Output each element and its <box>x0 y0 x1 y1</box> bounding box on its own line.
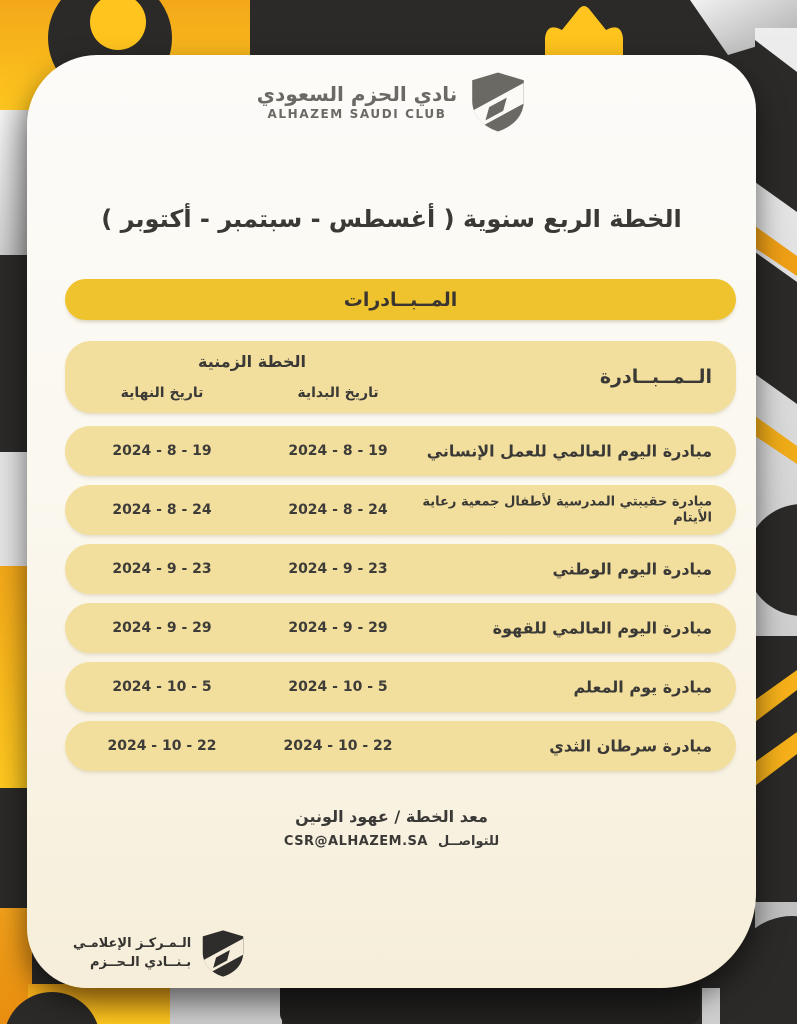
media-center-name-line1: الـمـركـز الإعلامـي <box>73 936 192 952</box>
table-row <box>65 544 736 594</box>
poster-card <box>27 55 756 988</box>
column-timeline-header: الخطة الزمنية <box>198 352 306 371</box>
prepared-by: معد الخطة / عهود الونين <box>295 807 488 826</box>
initiative-name: مبادرة اليوم العالمي للعمل الإنساني <box>426 441 712 461</box>
end-date: 29 - 9 - 2024 <box>112 620 212 636</box>
initiative-name: مبادرة حقيبتي المدرسية لأطفال جمعية رعاية الأيتام <box>422 494 712 525</box>
footer <box>27 807 756 849</box>
column-start-header: تاريخ البداية <box>297 385 379 401</box>
start-date: 23 - 9 - 2024 <box>288 561 388 577</box>
media-center-logo <box>73 929 245 978</box>
start-date: 22 - 10 - 2024 <box>283 738 393 754</box>
club-name-english: ALHAZEM SAUDI CLUB <box>267 106 447 121</box>
media-center-shield-icon <box>201 929 245 978</box>
initiatives-banner <box>65 279 736 320</box>
initiative-name: مبادرة اليوم الوطني <box>552 559 712 579</box>
contact-label: للتواصــل <box>437 834 500 849</box>
end-date: 23 - 9 - 2024 <box>112 561 212 577</box>
club-logo <box>27 55 756 133</box>
start-date: 29 - 9 - 2024 <box>288 620 388 636</box>
page-title: الخطة الربع سنوية ( أغسطس - سبتمبر - أكتوبر ) <box>101 205 682 233</box>
club-shield-icon <box>470 71 526 133</box>
initiatives-banner-label: المــبــادرات <box>343 288 458 311</box>
column-end-header: تاريخ النهاية <box>120 385 204 401</box>
column-initiative-header: الــمــبــادرة <box>599 366 712 388</box>
contact-email: CSR@ALHAZEM.SA <box>283 834 428 849</box>
table-row <box>65 485 736 535</box>
table-row <box>65 662 736 712</box>
initiative-name: مبادرة سرطان الثدي <box>549 736 712 756</box>
media-center-name-line2: بـنــادي الـحــزم <box>90 954 192 970</box>
end-date: 22 - 10 - 2024 <box>107 738 217 754</box>
media-center-name <box>73 935 191 971</box>
table-row <box>65 426 736 476</box>
end-date: 24 - 8 - 2024 <box>112 502 212 518</box>
table-row <box>65 603 736 653</box>
table-header <box>65 341 736 413</box>
start-date: 5 - 10 - 2024 <box>288 679 388 695</box>
table-row <box>65 721 736 771</box>
initiative-name: مبادرة يوم المعلم <box>573 677 712 697</box>
end-date: 5 - 10 - 2024 <box>112 679 212 695</box>
club-name <box>257 82 458 123</box>
start-date: 24 - 8 - 2024 <box>288 502 388 518</box>
end-date: 19 - 8 - 2024 <box>112 443 212 459</box>
club-name-arabic: نادي الحزم السعودي <box>256 81 458 106</box>
initiative-name: مبادرة اليوم العالمي للقهوة <box>492 618 712 638</box>
start-date: 19 - 8 - 2024 <box>288 443 388 459</box>
contact-line <box>27 834 756 849</box>
